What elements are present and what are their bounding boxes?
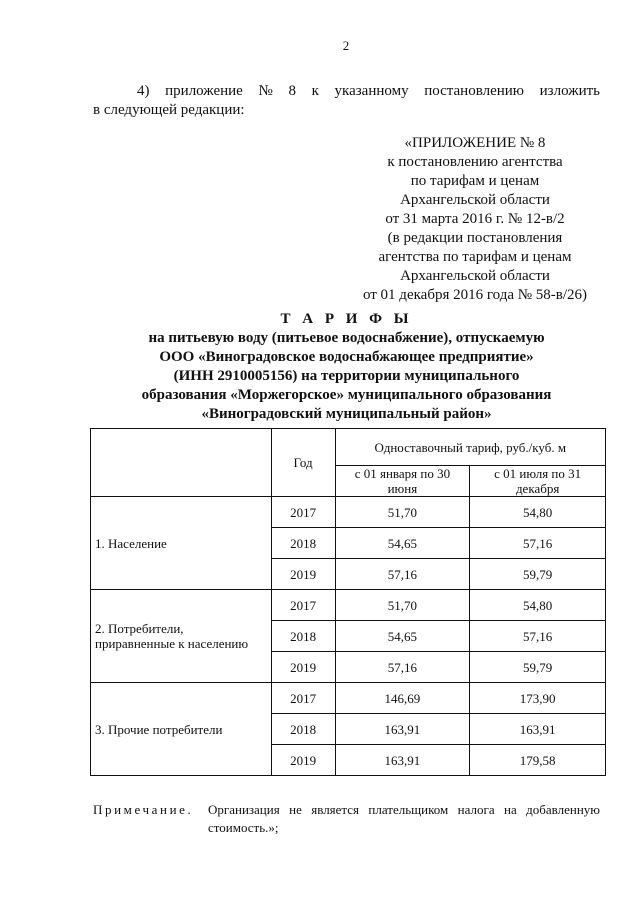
intro-item: 4) xyxy=(137,83,150,99)
table-header-row xyxy=(91,429,606,466)
year-cell: 2018 xyxy=(271,528,335,559)
year-cell: 2018 xyxy=(271,621,335,652)
tariff-cell-1: 146,69 xyxy=(335,683,470,714)
tariff-cell-1: 163,91 xyxy=(335,714,470,745)
heading-line: (ИНН 2910005156) на территории муниципального xyxy=(173,368,520,384)
tariff-cell-1: 163,91 xyxy=(335,745,470,776)
table-row xyxy=(91,683,606,714)
appendix-line: агентства по тарифам и ценам xyxy=(378,249,572,265)
heading-line: на питьевую воду (питьевое водоснабжение), отпускаемую xyxy=(148,330,545,346)
tariff-cell-2: 59,79 xyxy=(470,652,606,683)
tariff-cell-1: 54,65 xyxy=(335,621,470,652)
tariff-cell-2: 57,16 xyxy=(470,528,606,559)
table-row xyxy=(91,497,606,528)
tariff-cell-1: 54,65 xyxy=(335,528,470,559)
appendix-line: по тарифам и ценам xyxy=(410,173,540,189)
header-period-1: с 01 января по 30 июня xyxy=(335,466,470,497)
appendix-line: от 31 марта 2016 г. № 12-в/2 xyxy=(385,211,565,227)
tariff-cell-1: 57,16 xyxy=(335,559,470,590)
intro-word: изложить xyxy=(539,83,600,99)
tariff-cell-2: 54,80 xyxy=(470,497,606,528)
tariff-cell-2: 59,79 xyxy=(470,559,606,590)
page-number: 2 xyxy=(342,38,350,53)
header-period-2: с 01 июля по 31 декабря xyxy=(470,466,606,497)
year-cell: 2017 xyxy=(271,590,335,621)
tariff-heading xyxy=(93,310,600,424)
intro-paragraph xyxy=(93,82,600,120)
category-cell: 3. Прочие потребители xyxy=(91,683,272,776)
tariff-cell-1: 51,70 xyxy=(335,590,470,621)
heading-title: Т А Р И Ф Ы xyxy=(280,311,413,327)
header-year: Год xyxy=(271,429,335,497)
appendix-line: Архангельской области xyxy=(400,268,550,284)
tariff-cell-2: 54,80 xyxy=(470,590,606,621)
heading-line: образования «Моржегорское» муниципального образования xyxy=(141,387,552,403)
category-cell: 2. Потребители, приравненные к населению xyxy=(91,590,272,683)
tariff-table xyxy=(90,428,606,776)
appendix-header xyxy=(345,134,605,305)
tariff-cell-2: 173,90 xyxy=(470,683,606,714)
heading-line: ООО «Виноградовское водоснабжающее предприятие» xyxy=(159,349,534,365)
appendix-line: Архангельской области xyxy=(400,192,550,208)
intro-word: постановлению xyxy=(424,83,524,99)
year-cell: 2019 xyxy=(271,745,335,776)
header-category-cell xyxy=(91,429,272,497)
category-cell: 1. Население xyxy=(91,497,272,590)
tariff-cell-2: 57,16 xyxy=(470,621,606,652)
intro-word: приложение xyxy=(165,83,243,99)
note xyxy=(93,801,600,837)
appendix-line: от 01 декабря 2016 года № 58-в/26) xyxy=(362,287,588,303)
heading-line: «Виноградовский муниципальный район» xyxy=(201,406,492,422)
tariff-cell-2: 163,91 xyxy=(470,714,606,745)
note-label: Примечание. xyxy=(93,802,194,817)
tariff-cell-2: 179,58 xyxy=(470,745,606,776)
year-cell: 2019 xyxy=(271,559,335,590)
intro-word: 8 xyxy=(288,83,296,99)
intro-word: к xyxy=(311,83,319,99)
year-cell: 2018 xyxy=(271,714,335,745)
appendix-line: «ПРИЛОЖЕНИЕ № 8 xyxy=(404,135,546,151)
tariff-cell-1: 51,70 xyxy=(335,497,470,528)
year-cell: 2019 xyxy=(271,652,335,683)
appendix-line: к постановлению агентства xyxy=(387,154,563,170)
note-text: Организация не является плательщиком налога на добавленную стоимость.»; xyxy=(208,802,600,835)
intro-line-1 xyxy=(93,82,600,101)
intro-word: указанному xyxy=(334,83,409,99)
tariff-cell-1: 57,16 xyxy=(335,652,470,683)
header-tariff: Одноставочный тариф, руб./куб. м xyxy=(335,429,605,466)
year-cell: 2017 xyxy=(271,683,335,714)
year-cell: 2017 xyxy=(271,497,335,528)
intro-word: № xyxy=(258,83,273,99)
table-row xyxy=(91,590,606,621)
intro-line-2: в следующей редакции: xyxy=(93,102,245,118)
appendix-line: (в редакции постановления xyxy=(387,230,563,246)
